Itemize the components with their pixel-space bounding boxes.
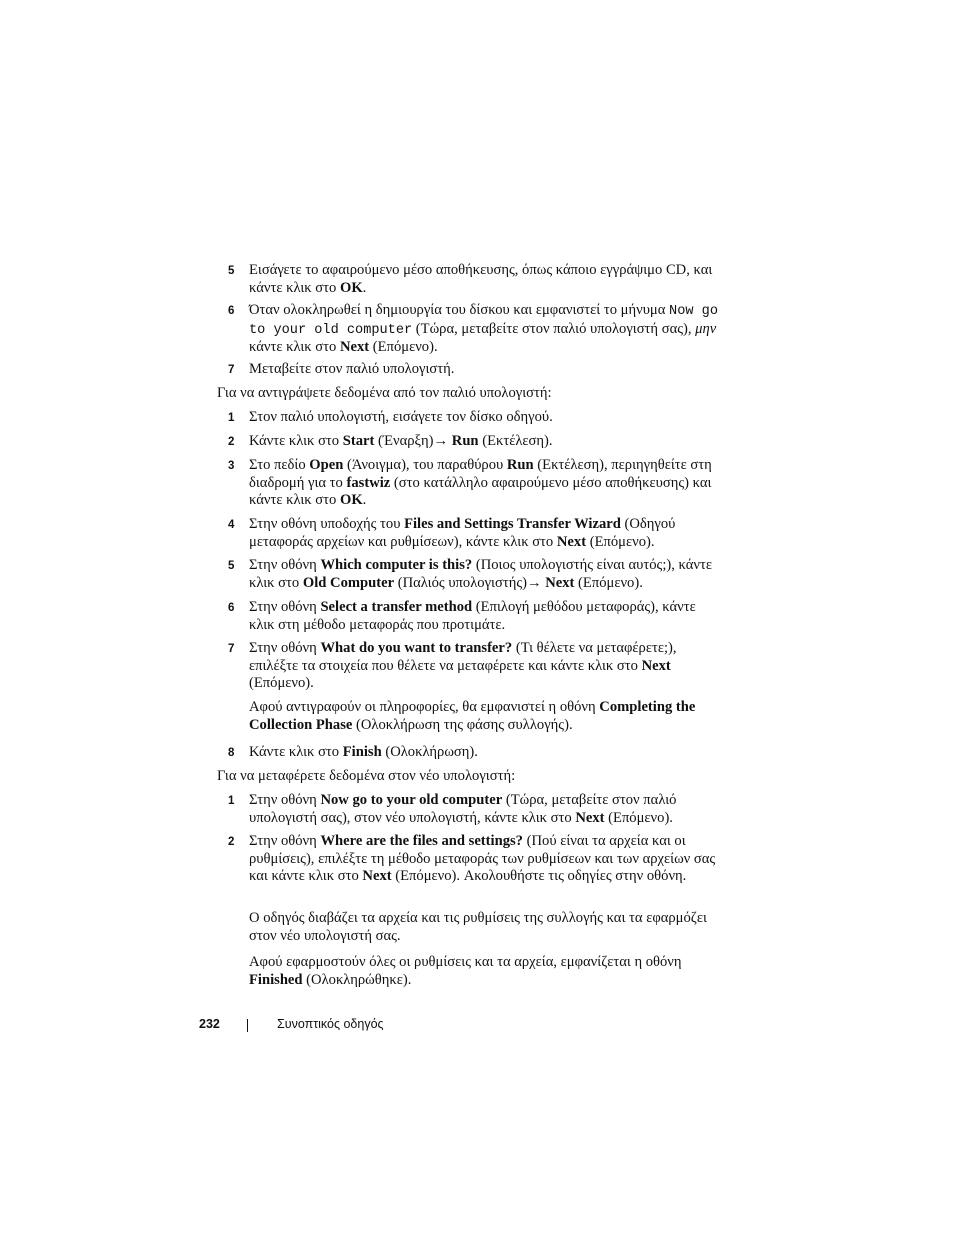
- step-item: [228, 302, 718, 357]
- step-item: [228, 833, 718, 886]
- step-text: Κάντε κλικ στο Finish (Ολοκλήρωση).: [249, 744, 478, 760]
- section-intro: Για να μεταφέρετε δεδομένα στον νέο υπολογιστή:: [217, 768, 516, 784]
- message-text: Now go to your old computer: [249, 304, 718, 338]
- step-number: 5: [228, 560, 235, 572]
- step-number: 2: [228, 436, 235, 448]
- step-item: [228, 516, 718, 551]
- step-text: Στην οθόνη Now go to your old computer (Τώρα, μεταβείτε στον παλιό υπολογιστή σας), στον νέο υπολογιστή, κάντε κλικ στο Next (Επόμενο).: [249, 792, 677, 826]
- footer-divider: [247, 1019, 248, 1032]
- step-text: Όταν ολοκληρωθεί η δημιουργία του δίσκου και εμφανιστεί το μήνυμα Now go to your old computer (Τώρα, μεταβείτε στον παλιό υπολογιστή σας), μην κάντε κλικ στο Next (Επόμενο).: [249, 302, 718, 355]
- step-item: [228, 557, 718, 592]
- step-text: Στην οθόνη Which computer is this? (Ποιος υπολογιστής είναι αυτός;), κάντε κλικ στο Old Computer (Παλιός υπολογιστής)→ Next (Επόμενο).: [249, 557, 712, 591]
- page-number: 232: [199, 1017, 220, 1031]
- step-number: 6: [228, 305, 235, 317]
- step-item: [228, 457, 718, 510]
- step-item: [228, 744, 718, 762]
- section-intro: Για να αντιγράψετε δεδομένα από τον παλιό υπολογιστή:: [217, 385, 552, 401]
- step-number: 1: [228, 795, 235, 807]
- step-note: Ο οδηγός διαβάζει τα αρχεία και τις ρυθμίσεις της συλλογής και τα εφαρμόζει στον νέο υπολογιστή σας.: [249, 910, 707, 944]
- step-number: 7: [228, 364, 235, 376]
- step-number: 5: [228, 265, 235, 277]
- step-number: 4: [228, 519, 235, 531]
- step-item: [228, 599, 718, 634]
- step-item: [228, 792, 718, 827]
- step-number: 1: [228, 412, 235, 424]
- step-item: [228, 361, 718, 379]
- step-number: 6: [228, 602, 235, 614]
- step-text: Εισάγετε το αφαιρούμενο μέσο αποθήκευσης, όπως κάποιο εγγράψιμο CD, και κάντε κλικ στο OK.: [249, 262, 713, 296]
- step-item: [228, 262, 718, 297]
- step-note: Αφού εφαρμοστούν όλες οι ρυθμίσεις και τα αρχεία, εμφανίζεται η οθόνη Finished (Ολοκληρώθηκε).: [249, 954, 682, 988]
- footer-title: Συνοπτικός οδηγός: [277, 1017, 384, 1031]
- step-text: Στον παλιό υπολογιστή, εισάγετε τον δίσκο οδηγού.: [249, 409, 553, 425]
- step-text: Στο πεδίο Open (Άνοιγμα), του παραθύρου Run (Εκτέλεση), περιηγηθείτε στη διαδρομή για το fastwiz (στο κατάλληλο αφαιρούμενο μέσο αποθήκευσης) και κάντε κλικ στο OK.: [249, 457, 712, 508]
- step-text: Στην οθόνη υποδοχής του Files and Settings Transfer Wizard (Οδηγού μεταφοράς αρχείων και ρυθμίσεων), κάντε κλικ στο Next (Επόμενο).: [249, 516, 676, 550]
- step-number: 8: [228, 747, 235, 759]
- step-text: Κάντε κλικ στο Start (Έναρξη)→ Run (Εκτέλεση).: [249, 433, 553, 449]
- step-number: 3: [228, 460, 235, 472]
- step-item: [228, 640, 718, 693]
- step-item: [228, 433, 718, 451]
- step-note: Αφού αντιγραφούν οι πληροφορίες, θα εμφανιστεί η οθόνη Completing the Collection Phase (Ολοκλήρωση της φάσης συλλογής).: [249, 699, 696, 733]
- step-number: 7: [228, 643, 235, 655]
- step-text: Στην οθόνη Where are the files and settings? (Πού είναι τα αρχεία και οι ρυθμίσεις), επιλέξτε τη μέθοδο μεταφοράς των ρυθμίσεων και των αρχείων σας και κάντε κλικ στο Next (Επόμενο). Ακολουθήστε τις οδηγίες στην οθόνη.: [249, 833, 716, 884]
- step-number: 2: [228, 836, 235, 848]
- step-text: Στην οθόνη Select a transfer method (Επιλογή μεθόδου μεταφοράς), κάντε κλικ στη μέθοδο μεταφοράς που προτιμάτε.: [249, 599, 696, 633]
- step-item: [228, 409, 718, 427]
- step-text: Μεταβείτε στον παλιό υπολογιστή.: [249, 361, 455, 377]
- step-text: Στην οθόνη What do you want to transfer? (Τι θέλετε να μεταφέρετε;), επιλέξτε τα στοιχεία που θέλετε να μεταφέρετε και κάντε κλικ στο Next (Επόμενο).: [249, 640, 677, 691]
